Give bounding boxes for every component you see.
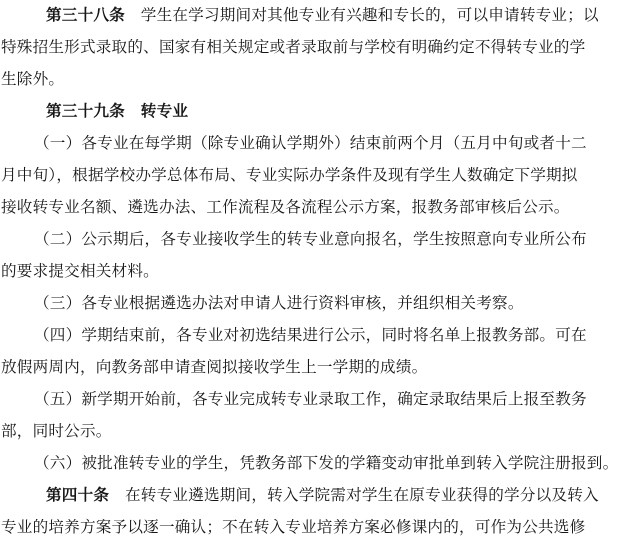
paragraph-text: 在转专业遴选期间，转入学院需对学生在原专业获得的学分以及转入: [109, 486, 599, 504]
clause-2-line-2: [0, 257, 640, 285]
article-40-line-2: [0, 513, 640, 541]
clause-2-line-1: [0, 225, 640, 253]
clause-1-line-3: [0, 193, 640, 221]
paragraph-text: 月中旬），根据学校办学总体布局、专业实际办学条件及现有学生人数确定下学期拟: [1, 166, 578, 184]
article-number: 第三十九条: [46, 102, 125, 120]
paragraph-text: 特殊招生形式录取的、国家有相关规定或者录取前与学校有明确约定不得转专业的学: [1, 38, 586, 56]
article-title: 转专业: [124, 102, 189, 120]
clause-5-line-2: [0, 417, 640, 445]
clause-3-line-1: [0, 289, 640, 317]
article-40-line-1: [0, 481, 640, 509]
article-39-heading: [0, 97, 640, 125]
paragraph-text: 放假两周内，向教务部申请查阅拟接收学生上一学期的成绩。: [1, 358, 428, 376]
paragraph-text: 的要求提交相关材料。: [1, 262, 159, 280]
paragraph-text: 学生在学习期间对其他专业有兴趣和专长的，可以申请转专业；以: [124, 6, 599, 24]
article-number: 第三十八条: [46, 6, 125, 24]
paragraph-text: （一）各专业在每学期（除专业确认学期外）结束前两个月（五月中旬或者十二: [34, 134, 587, 152]
clause-1-line-1: [0, 129, 640, 157]
paragraph-text: 生除外。: [1, 70, 65, 88]
paragraph-text: （六）被批准转专业的学生，凭教务部下发的学籍变动审批单到转入学院注册报到。: [34, 454, 619, 472]
clause-5-line-1: [0, 385, 640, 413]
clause-6-line-1: [0, 449, 640, 477]
paragraph-text: 部，同时公示。: [1, 422, 112, 440]
paragraph-text: （四）学期结束前，各专业对初选结果进行公示，同时将名单上报教务部。可在: [34, 326, 587, 344]
paragraph-text: （二）公示期后，各专业接收学生的转专业意向报名，学生按照意向专业所公布: [34, 230, 587, 248]
paragraph-text: 接收转专业名额、遴选办法、工作流程及各流程公示方案，报教务部审核后公示。: [1, 198, 570, 216]
paragraph-text: （五）新学期开始前，各专业完成转专业录取工作，确定录取结果后上报至教务: [34, 390, 587, 408]
paragraph-text: （三）各专业根据遴选办法对申请人进行资料审核，并组织相关考察。: [34, 294, 524, 312]
paragraph-text: 专业的培养方案予以逐一确认；不在转入专业培养方案必修课内的，可作为公共选修: [1, 518, 586, 536]
article-38-line-1: [0, 1, 640, 29]
clause-4-line-1: [0, 321, 640, 349]
clause-4-line-2: [0, 353, 640, 381]
article-38-line-3: [0, 65, 640, 93]
article-number: 第四十条: [46, 486, 110, 504]
clause-1-line-2: [0, 161, 640, 189]
article-38-line-2: [0, 33, 640, 61]
